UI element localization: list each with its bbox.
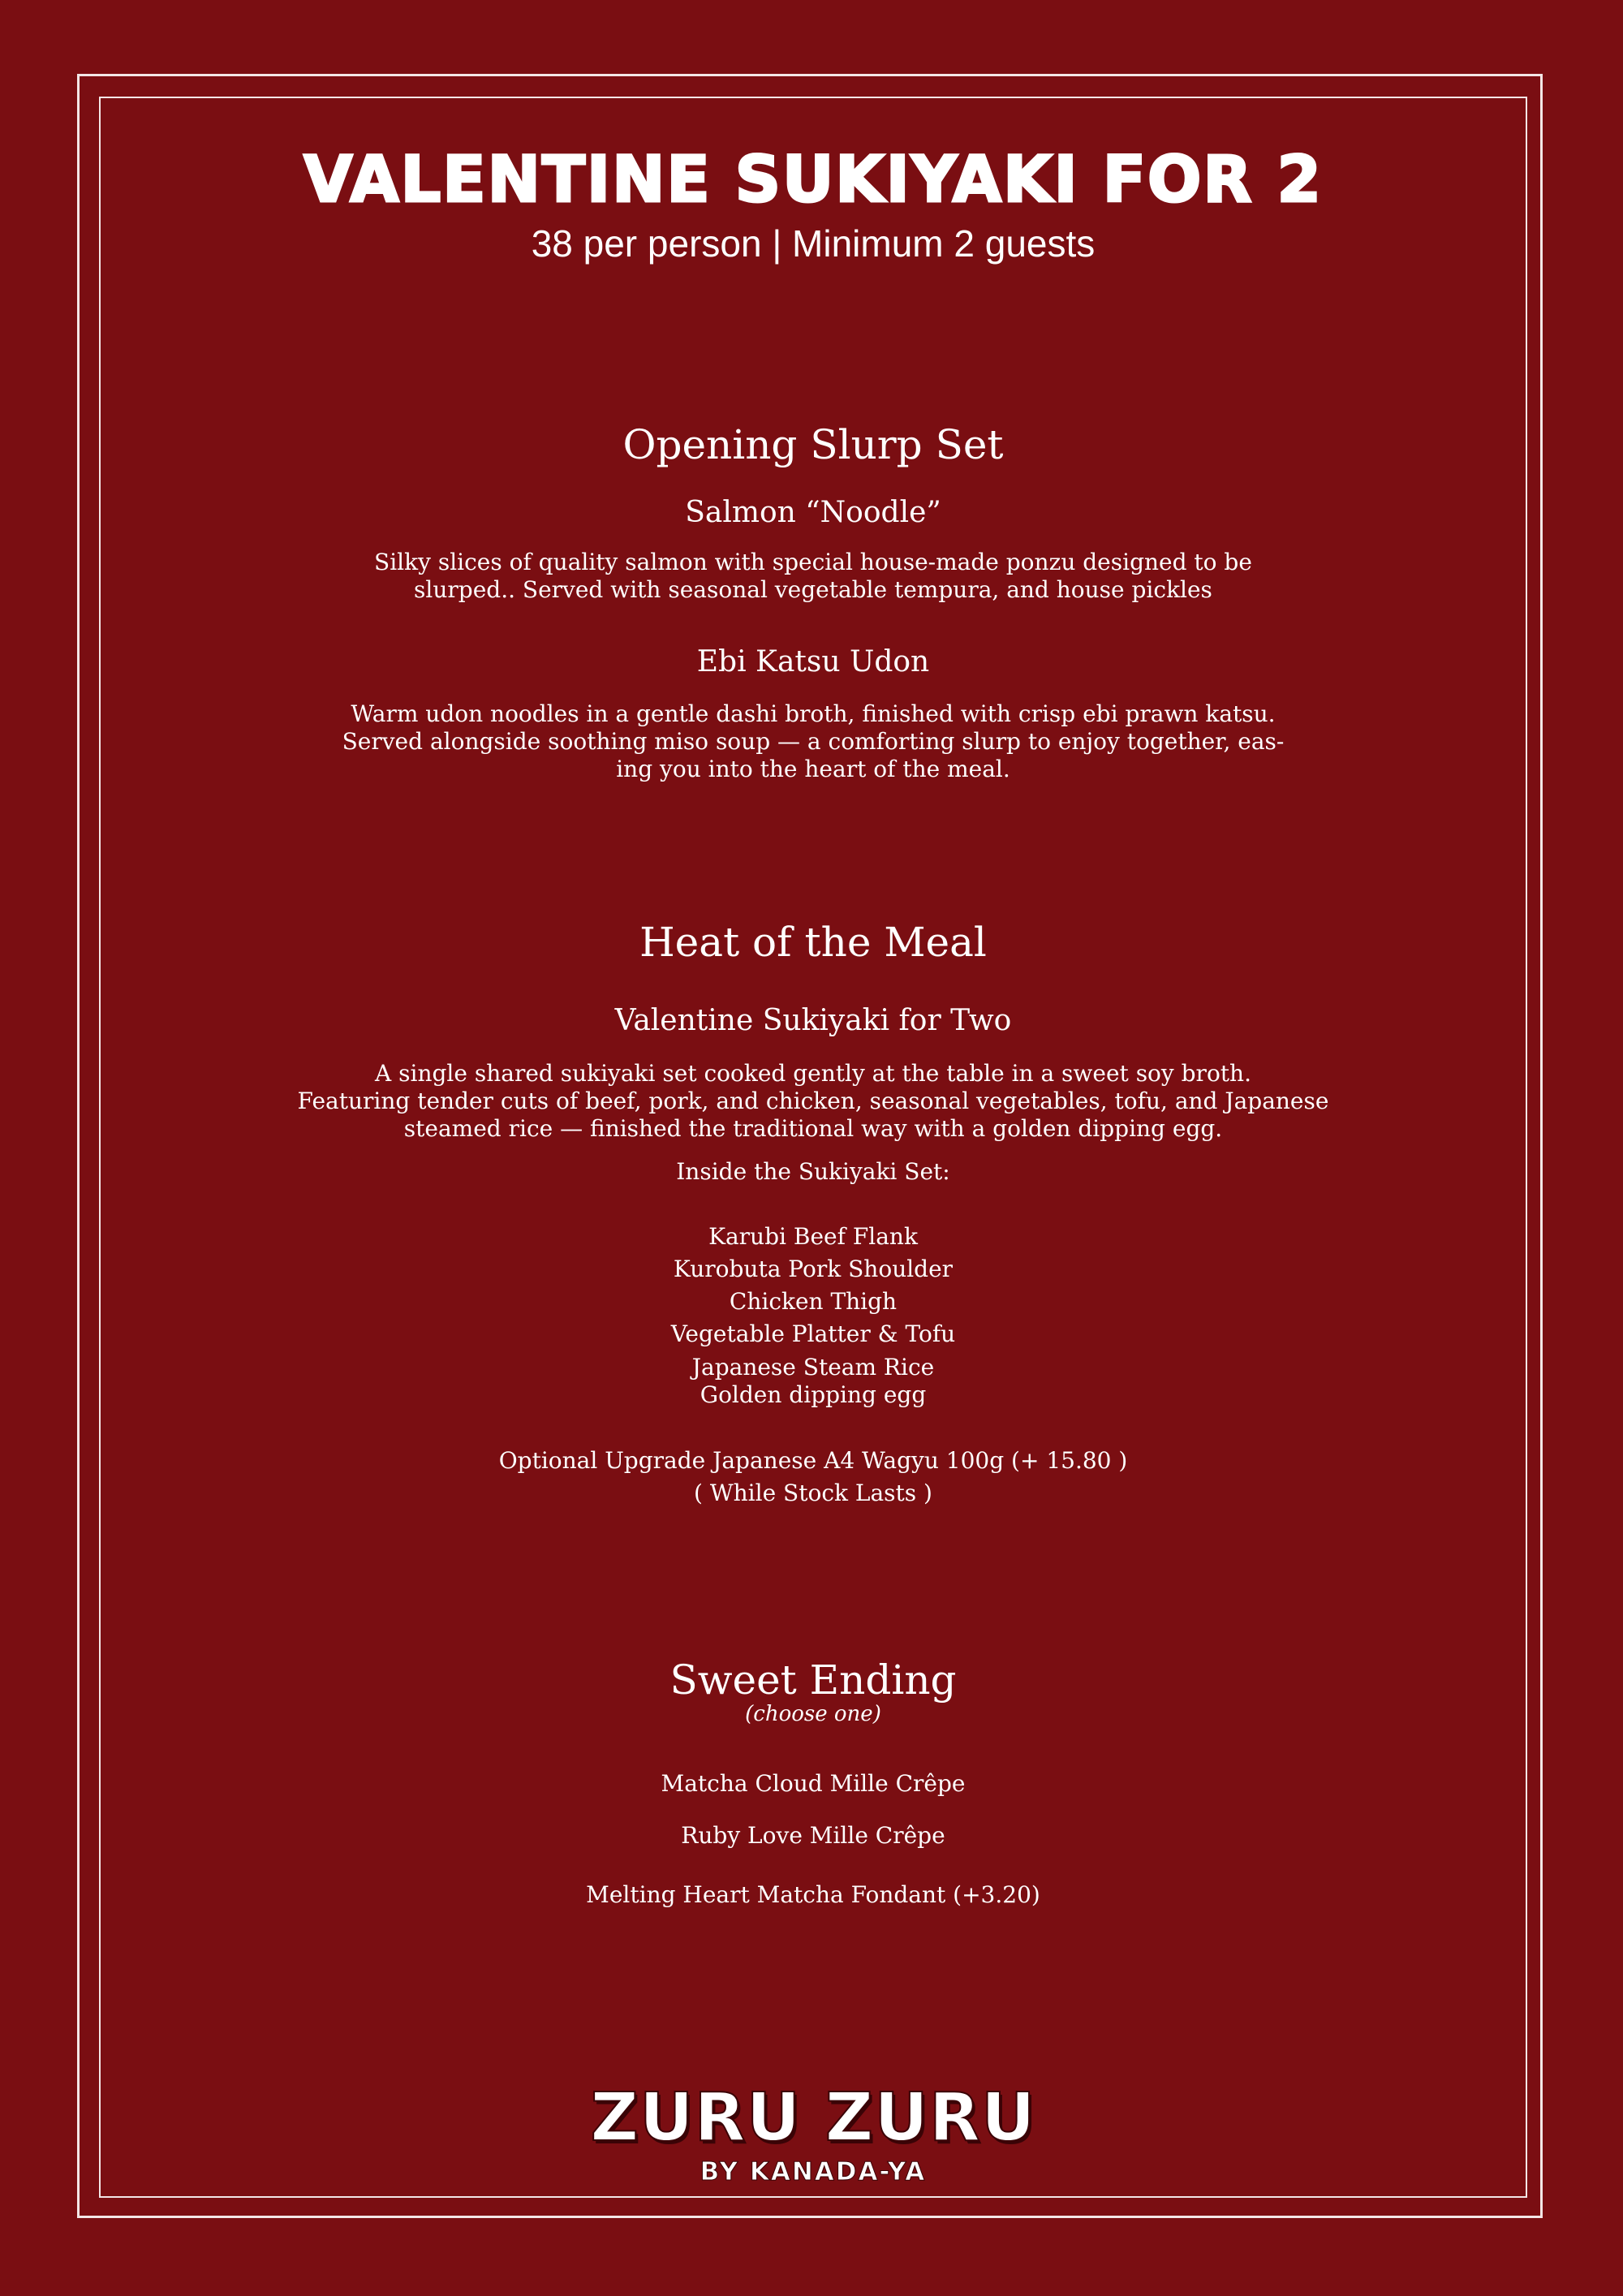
dessert-item: Matcha Cloud Mille Crêpe	[661, 1770, 966, 1797]
item-title-sukiyaki: Valentine Sukiyaki for Two	[614, 1004, 1012, 1037]
price-subtitle: 38 per person | Minimum 2 guests	[531, 222, 1096, 265]
section-title-sweet: Sweet Ending	[669, 1656, 957, 1704]
inside-set-label: Inside the Sukiyaki Set:	[676, 1158, 950, 1185]
dessert-item: Melting Heart Matcha Fondant (+3.20)	[586, 1881, 1040, 1908]
section-title-heat: Heat of the Meal	[639, 919, 987, 966]
item-desc-salmon-line-1: Silky slices of quality salmon with special house-made ponzu designed to be	[374, 549, 1252, 575]
dessert-item: Ruby Love Mille Crêpe	[681, 1822, 945, 1849]
item-title-ebi-katsu-udon: Ebi Katsu Udon	[696, 645, 930, 678]
inside-item: Kurobuta Pork Shoulder	[673, 1256, 954, 1282]
item-desc-sukiyaki-line-3: steamed rice — finished the traditional way with a golden dipping egg.	[403, 1115, 1223, 1142]
item-desc-udon-line-3: ing you into the heart of the meal.	[616, 756, 1010, 782]
menu-title: VALENTINE SUKIYAKI FOR 2	[304, 144, 1323, 217]
choose-one-note: (choose one)	[745, 1702, 881, 1726]
item-desc-udon-line-2: Served alongside soothing miso soup — a comforting slurp to enjoy together, eas-	[342, 728, 1285, 755]
wagyu-upgrade: Optional Upgrade Japanese A4 Wagyu 100g (+ 15.80 )	[498, 1447, 1128, 1474]
inside-item: Chicken Thigh	[729, 1288, 898, 1315]
item-desc-sukiyaki-line-1: A single shared sukiyaki set cooked gently at the table in a sweet soy broth.	[375, 1060, 1251, 1087]
item-desc-udon-line-1: Warm udon noodles in a gentle dashi broth, finished with crisp ebi prawn katsu.	[351, 700, 1276, 727]
section-title-opening: Opening Slurp Set	[622, 421, 1004, 468]
kanada-ya-logo-sub: BY KANADA-YA	[700, 2157, 927, 2186]
item-title-salmon-noodle: Salmon “Noodle”	[685, 496, 941, 529]
wagyu-upgrade-note: ( While Stock Lasts )	[694, 1480, 932, 1506]
zuru-zuru-logo: ZURU ZURU	[590, 2079, 1036, 2156]
inside-item: Japanese Steam Rice	[691, 1354, 935, 1381]
item-desc-salmon-line-2: slurped.. Served with seasonal vegetable tempura, and house pickles	[414, 576, 1212, 603]
inside-item: Karubi Beef Flank	[708, 1223, 918, 1250]
item-desc-sukiyaki-line-2: Featuring tender cuts of beef, pork, and chicken, seasonal vegetables, tofu, and Japanese	[297, 1088, 1329, 1114]
inside-item: Vegetable Platter & Tofu	[670, 1320, 956, 1347]
inside-item: Golden dipping egg	[700, 1381, 927, 1408]
